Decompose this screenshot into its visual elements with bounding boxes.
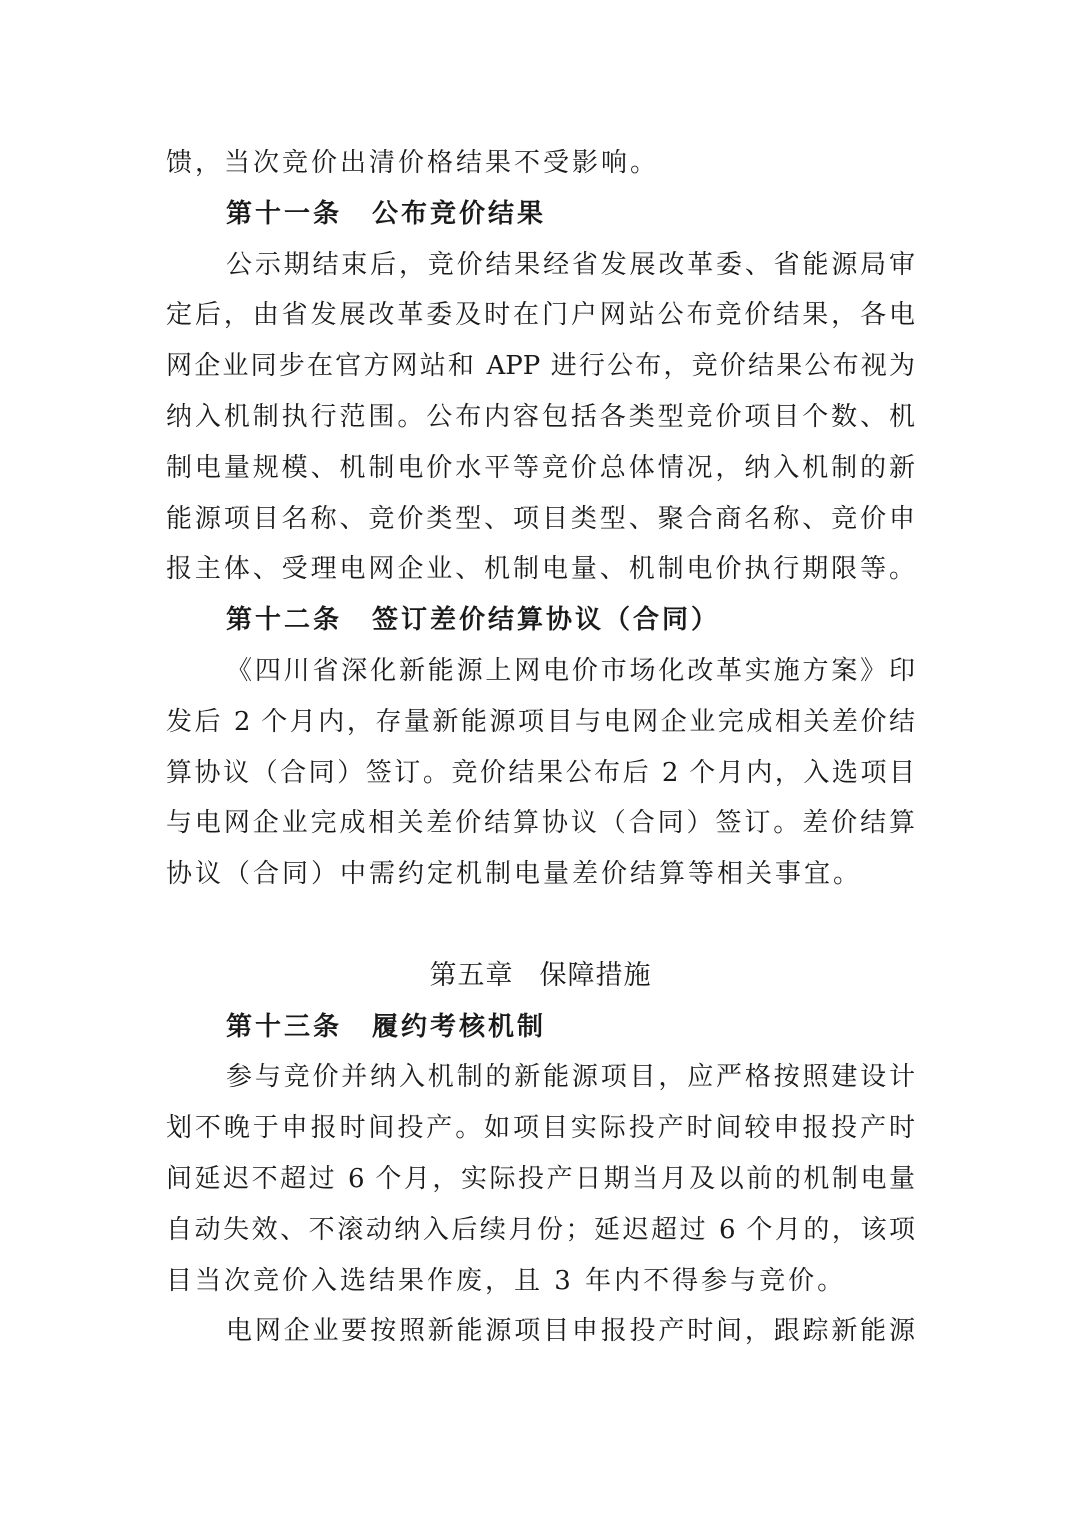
text-line: 目当次竞价入选结果作废，且 3 年内不得参与竞价。	[166, 1265, 847, 1296]
text-line: 算协议（合同）签订。竞价结果公布后 2 个月内，入选项目	[166, 757, 915, 788]
text-line: 与电网企业完成相关差价结算协议（合同）签订。差价结算	[166, 808, 915, 839]
text-line: 划不晚于申报时间投产。如项目实际投产时间较申报投产时	[166, 1113, 915, 1144]
heading-title: 签订差价结算协议（合同）	[372, 605, 721, 636]
article-heading	[166, 1002, 915, 1053]
text-line: 定后，由省发展改革委及时在门户网站公布竞价结果，各电	[166, 300, 915, 331]
article-heading	[166, 595, 915, 646]
text-line: 馈，当次竞价出清价格结果不受影响。	[166, 148, 660, 178]
text-line: 网企业同步在官方网站和 APP 进行公布，竞价结果公布视为	[166, 351, 915, 382]
text-line: 参与竞价并纳入机制的新能源项目，应严格按照建设计	[226, 1062, 915, 1093]
heading-number: 第十二条	[226, 605, 343, 636]
heading-number: 第十三条	[226, 1011, 343, 1042]
text-line: 公示期结束后，竞价结果经省发展改革委、省能源局审	[226, 249, 915, 280]
heading-title: 保障措施	[539, 959, 652, 991]
text-line: 发后 2 个月内，存量新能源项目与电网企业完成相关差价结	[166, 706, 915, 737]
heading-number: 第十一条	[226, 198, 343, 229]
text-line: 能源项目名称、竞价类型、项目类型、聚合商名称、竞价申	[166, 503, 915, 534]
spacer	[166, 900, 915, 951]
chapter-title	[166, 951, 915, 1002]
document-page	[166, 138, 915, 1357]
article-heading	[166, 189, 915, 240]
heading-title: 公布竞价结果	[372, 198, 547, 229]
text-line: 制电量规模、机制电价水平等竞价总体情况，纳入机制的新	[166, 452, 915, 483]
text-line: 电网企业要按照新能源项目申报投产时间，跟踪新能源	[226, 1316, 915, 1347]
text-line: 《四川省深化新能源上网电价市场化改革实施方案》印	[226, 655, 915, 686]
text-line: 报主体、受理电网企业、机制电量、机制电价执行期限等。	[166, 554, 915, 585]
heading-title: 履约考核机制	[372, 1011, 547, 1042]
text-line: 间延迟不超过 6 个月，实际投产日期当月及以前的机制电量	[166, 1163, 915, 1194]
text-line: 纳入机制执行范围。公布内容包括各类型竞价项目个数、机	[166, 401, 915, 432]
text-line: 协议（合同）中需约定机制电量差价结算等相关事宜。	[166, 859, 863, 890]
heading-number: 第五章	[429, 959, 514, 991]
text-line: 自动失效、不滚动纳入后续月份；延迟超过 6 个月的，该项	[166, 1214, 915, 1245]
